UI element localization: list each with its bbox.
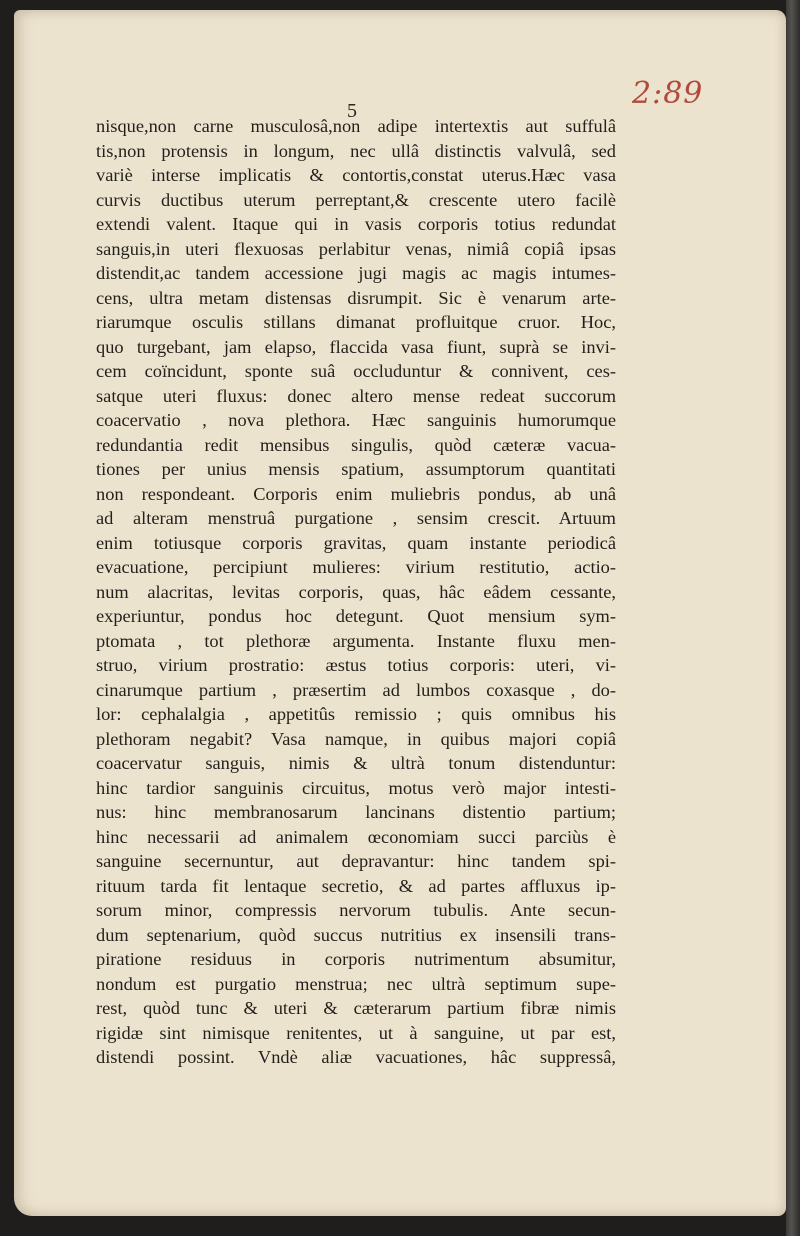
text-line: hinc necessarii ad animalem œconomiam succi parciùs è	[96, 826, 616, 847]
text-line: distendi possint. Vndè aliæ vacuationes, hâc suppressâ,	[96, 1047, 616, 1067]
signature-mark: 5	[347, 100, 357, 122]
text-line: tiones per unius mensis spatium, assumptorum quantitati	[96, 459, 616, 479]
text-line: sanguis,in uteri flexuosas perlabitur venas, nimiâ copiâ ipsas	[96, 238, 616, 259]
text-line: nisque,non carne musculosâ,non adipe intertextis aut suffulâ	[96, 116, 616, 136]
text-line: coacervatio , nova plethora. Hæc sanguinis humorumque	[96, 410, 616, 430]
text-line: satque uteri fluxus: donec altero mense redeat succorum	[96, 385, 616, 406]
text-line: plethoram negabit? Vasa namque, in quibus majori copiâ	[96, 728, 616, 749]
text-line: curvis ductibus uterum perreptant,& crescente utero facilè	[96, 189, 616, 210]
text-line: hinc tardior sanguinis circuitus, motus verò major intesti-	[96, 777, 616, 798]
text-line: extendi valent. Itaque qui in vasis corporis totius redundat	[96, 214, 616, 234]
book-page	[14, 10, 786, 1216]
text-line: cem coïncidunt, sponte suâ occluduntur & connivent, ces-	[96, 361, 616, 381]
text-line: experiuntur, pondus hoc detegunt. Quot mensium sym-	[96, 606, 616, 626]
text-line: rituum tarda fit lentaque secretio, & ad partes affluxus ip-	[96, 875, 616, 896]
text-line: rest, quòd tunc & uteri & cæterarum partium fibræ nimis	[96, 998, 616, 1018]
text-line: non respondeant. Corporis enim muliebris pondus, ab unâ	[96, 483, 616, 504]
text-line: struo, virium prostratio: æstus totius corporis: uteri, vi-	[96, 655, 616, 675]
folio-number: 2:89	[632, 76, 704, 111]
text-line: cens, ultra metam distensas disrumpit. Sic è venarum arte-	[96, 287, 616, 308]
text-line: sanguine secernuntur, aut depravantur: hinc tandem spi-	[96, 851, 616, 871]
text-line: nondum est purgatio menstrua; nec ultrà septimum supe-	[96, 973, 616, 994]
text-line: tis,non protensis in longum, nec ullâ distinctis valvulâ, sed	[96, 140, 616, 161]
text-line: nus: hinc membranosarum lancinans distentio partium;	[96, 802, 616, 822]
text-line: quo turgebant, jam elapso, flaccida vasa fiunt, suprà se invi-	[96, 336, 616, 357]
page-edge-shadow	[786, 0, 800, 1236]
text-line: ad alteram menstruâ purgatione , sensim crescit. Artuum	[96, 508, 616, 528]
text-line: coacervatur sanguis, nimis & ultrà tonum distenduntur:	[96, 753, 616, 773]
text-line: riarumque osculis stillans dimanat profluitque cruor. Hoc,	[96, 312, 616, 332]
text-line: num alacritas, levitas corporis, quas, hâc eâdem cessante,	[96, 581, 616, 602]
text-line: variè interse implicatis & contortis,constat uterus.Hæc vasa	[96, 165, 616, 185]
text-line: enim totiusque corporis gravitas, quam instante periodicâ	[96, 532, 616, 553]
text-line: dum septenarium, quòd succus nutritius ex insensili trans-	[96, 924, 616, 945]
text-line: piratione residuus in corporis nutrimentum absumitur,	[96, 949, 616, 969]
text-line: sorum minor, compressis nervorum tubulis. Ante secun-	[96, 900, 616, 920]
text-line: redundantia redit mensibus singulis, quòd cæteræ vacua-	[96, 434, 616, 455]
text-line: cinarumque partium , præsertim ad lumbos coxasque , do-	[96, 679, 616, 700]
text-line: evacuatione, percipiunt mulieres: virium restitutio, actio-	[96, 557, 616, 577]
text-line: distendit,ac tandem accessione jugi magis ac magis intumes-	[96, 263, 616, 283]
text-line: ptomata , tot plethoræ argumenta. Instante fluxu men-	[96, 630, 616, 651]
text-line: rigidæ sint nimisque renitentes, ut à sanguine, ut par est,	[96, 1022, 616, 1043]
text-line: lor: cephalalgia , appetitûs remissio ; quis omnibus his	[96, 704, 616, 724]
body-text	[96, 114, 616, 1070]
